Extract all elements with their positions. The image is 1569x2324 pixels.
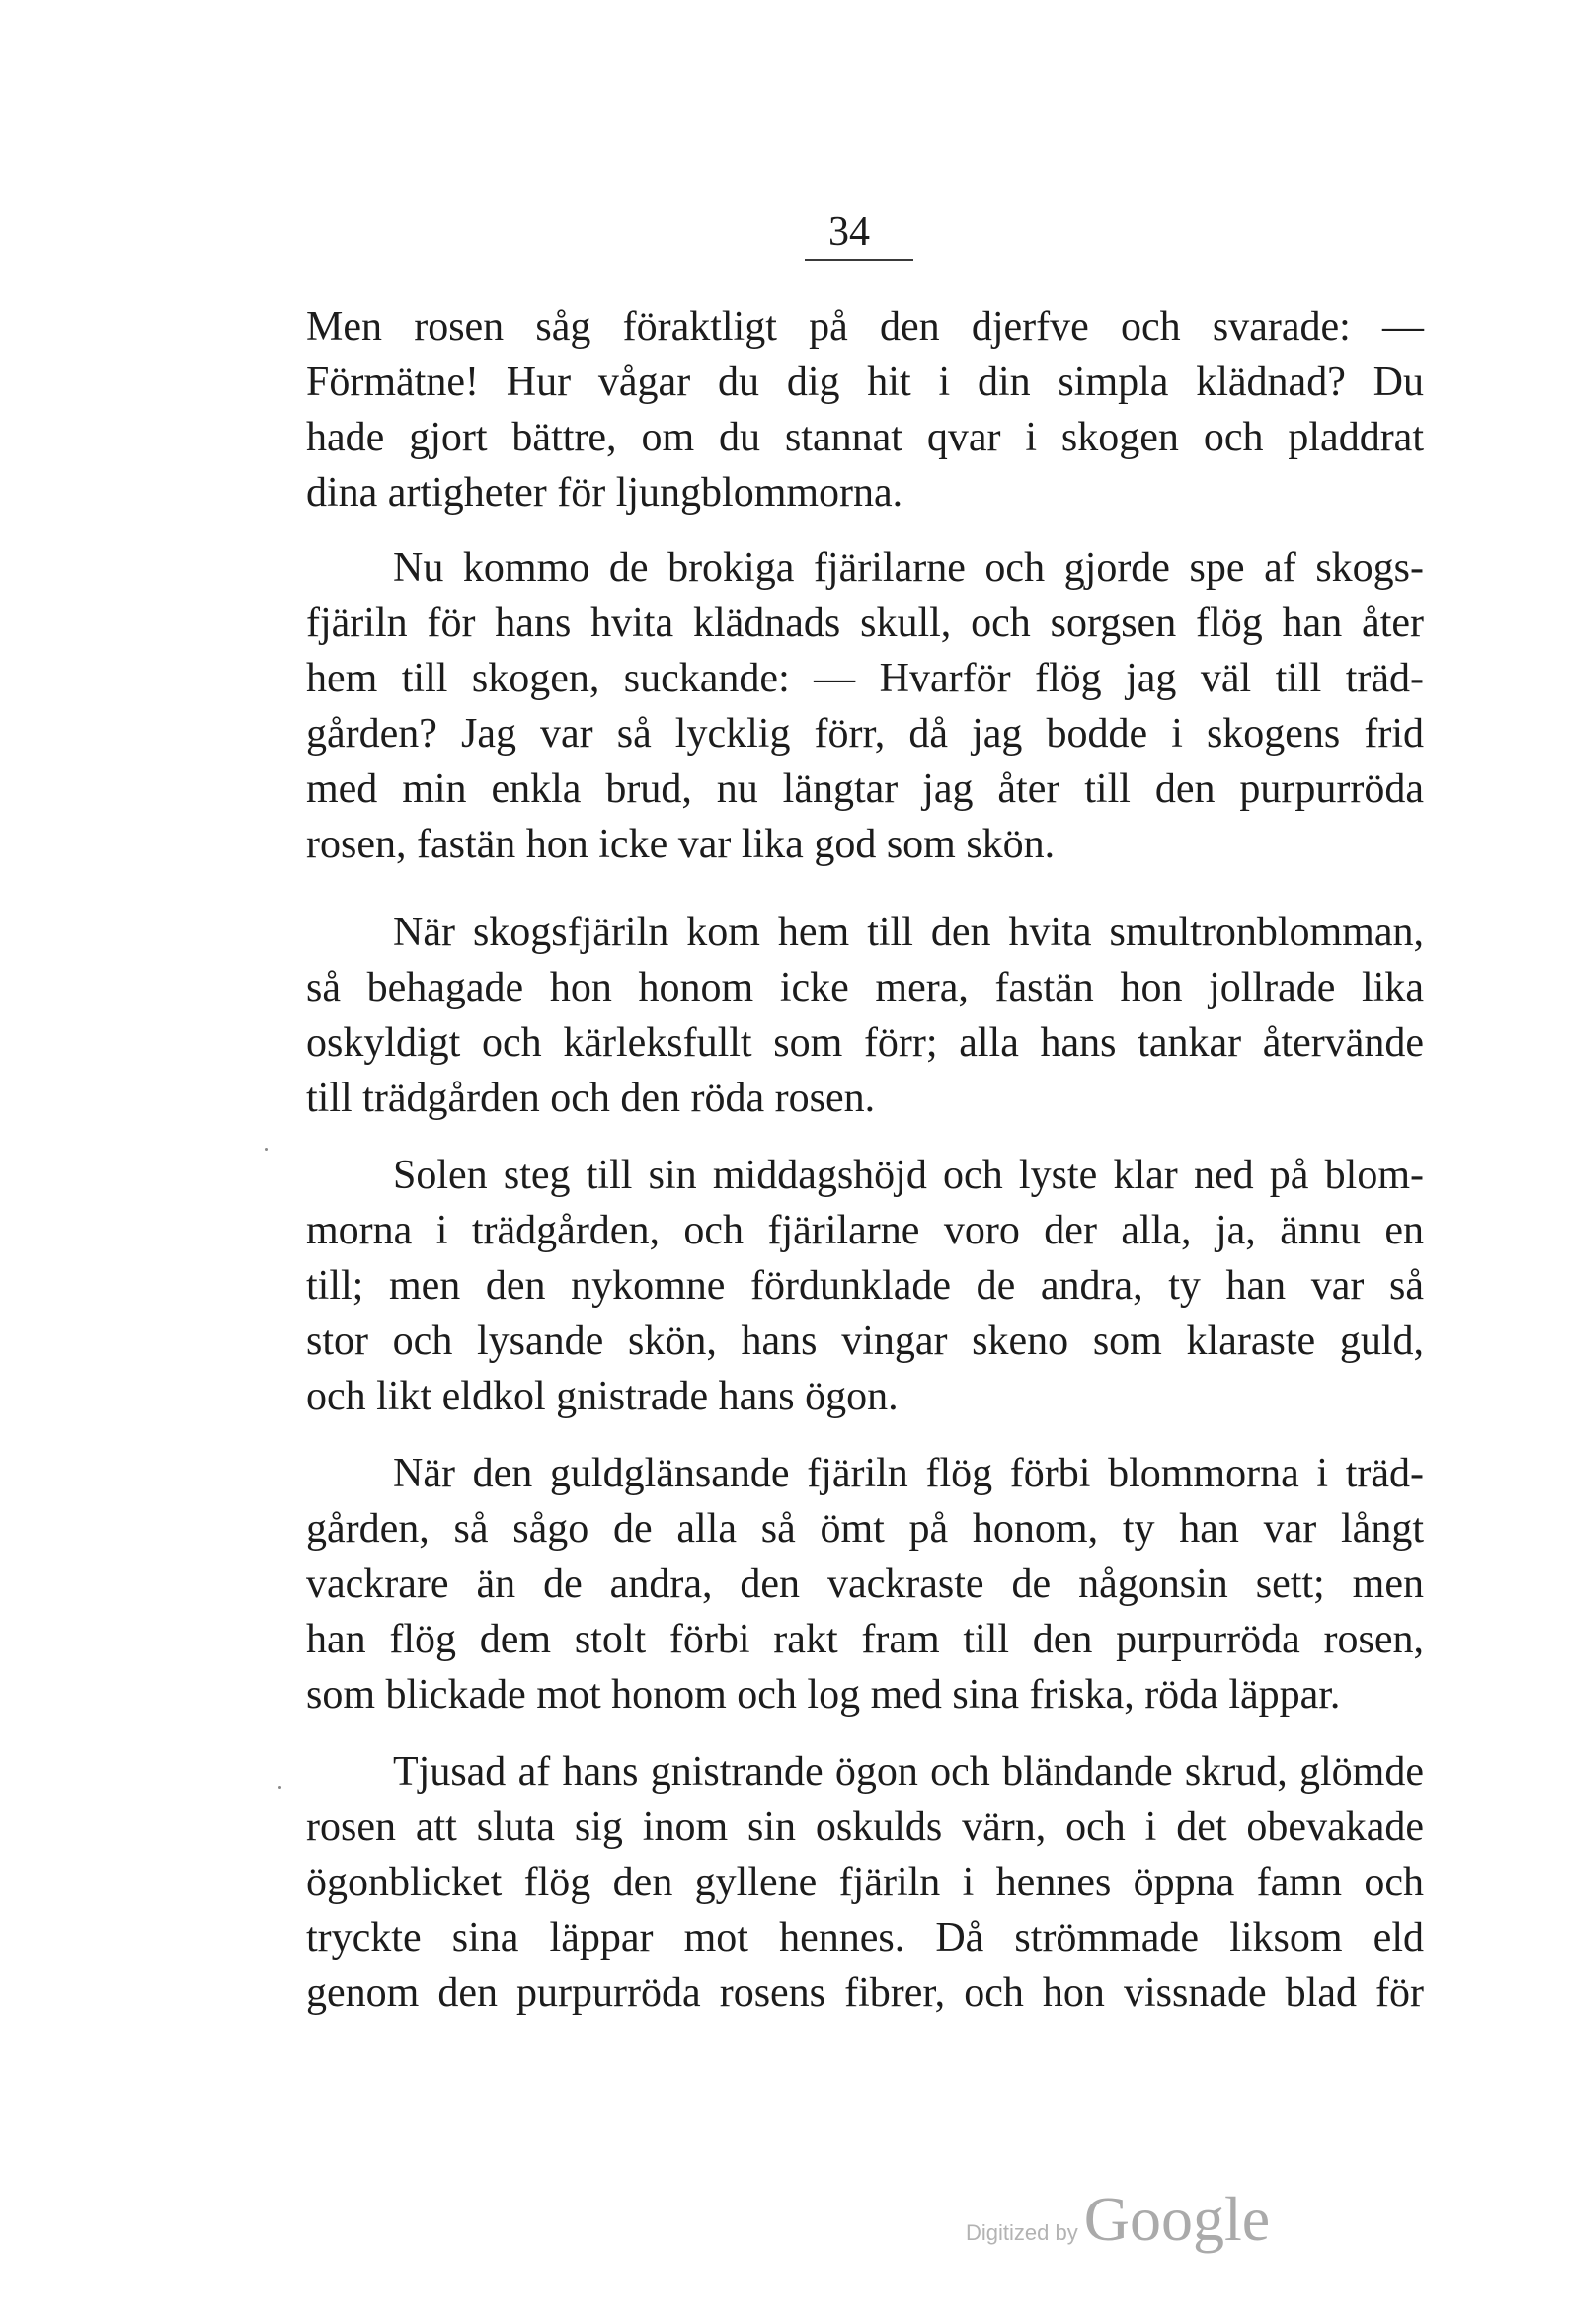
scan-speck (278, 1786, 281, 1789)
text-line: tryckte sina läppar mot hennes. Då strömmade liksom eld (306, 1915, 1424, 1961)
text-line: Solen steg till sin middagshöjd och lyste klar ned på blom- (393, 1153, 1424, 1198)
text-line: Förmätne! Hur vågar du dig hit i din simpla klädnad? Du (306, 360, 1424, 405)
text-line: vackrare än de andra, den vackraste de någonsin sett; men (306, 1562, 1424, 1607)
text-line: så behagade hon honom icke mera, fastän hon jollrade lika (306, 965, 1424, 1010)
text-line: morna i trädgården, och fjärilarne voro der alla, ja, ännu en (306, 1208, 1424, 1253)
text-line: ögonblicket flög den gyllene fjäriln i hennes öppna famn och (306, 1860, 1424, 1905)
text-line: som blickade mot honom och log med sina friska, röda läppar. (306, 1672, 1341, 1718)
text-line: Tjusad af hans gnistrande ögon och bländande skrud, glömde (393, 1749, 1424, 1795)
text-line: med min enkla brud, nu längtar jag åter till den purpurröda (306, 766, 1424, 812)
text-line: hem till skogen, suckande: — Hvarför flög jag väl till träd- (306, 656, 1424, 701)
text-line: rosen att sluta sig inom sin oskulds värn, och i det obevakade (306, 1804, 1424, 1850)
text-line: gården, så sågo de alla så ömt på honom, ty han var långt (306, 1506, 1424, 1552)
text-line: Nu kommo de brokiga fjärilarne och gjorde spe af skogs- (393, 545, 1424, 591)
text-line: stor och lysande skön, hans vingar skeno som klaraste guld, (306, 1319, 1424, 1364)
digitized-watermark (966, 2183, 1270, 2262)
text-line: och likt eldkol gnistrade hans ögon. (306, 1374, 899, 1419)
page-number: 34 (828, 209, 870, 255)
text-line: han flög dem stolt förbi rakt fram till den purpurröda rosen, (306, 1617, 1424, 1662)
text-line: rosen, fastän hon icke var lika god som skön. (306, 822, 1056, 867)
text-line: fjäriln för hans hvita klädnads skull, och sorgsen flög han åter (306, 601, 1424, 646)
watermark-prefix: Digitized by (966, 2220, 1078, 2245)
google-logo: Google (1083, 2184, 1271, 2254)
text-line: oskyldigt och kärleksfullt som förr; alla hans tankar återvände (306, 1020, 1424, 1066)
text-line: genom den purpurröda rosens fibrer, och hon vissnade blad för (306, 1970, 1424, 2016)
text-line: När skogsfjäriln kom hem till den hvita smultronblomman, (393, 910, 1424, 955)
text-line: till; men den nykomne fördunklade de andra, ty han var så (306, 1263, 1424, 1309)
text-line: till trädgården och den röda rosen. (306, 1076, 876, 1121)
text-line: dina artigheter för ljungblommorna. (306, 470, 903, 516)
text-line: gården? Jag var så lycklig förr, då jag bodde i skogens frid (306, 711, 1424, 757)
text-line: hade gjort bättre, om du stannat qvar i skogen och pladdrat (306, 415, 1424, 460)
text-line: Men rosen såg föraktligt på den djerfve och svarade: — (306, 304, 1424, 350)
page-number-rule (805, 259, 913, 261)
scan-speck (265, 1148, 268, 1151)
text-line: När den guldglänsande fjäriln flög förbi blommorna i träd- (393, 1451, 1424, 1496)
